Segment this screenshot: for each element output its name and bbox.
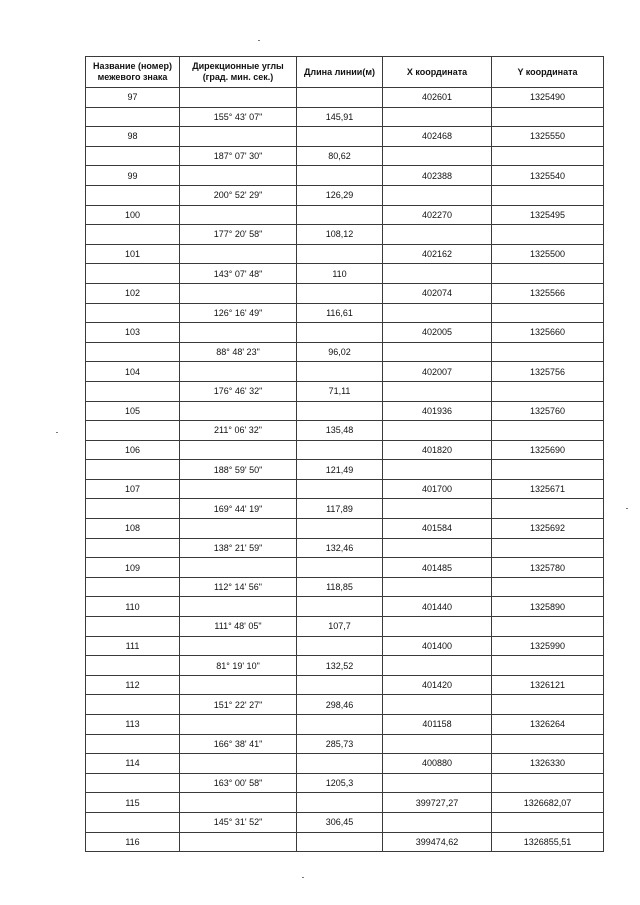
point-row xyxy=(86,715,604,735)
point-name-cell: 112 xyxy=(86,675,180,695)
point-row xyxy=(86,597,604,617)
header-line-length: Длина линии(м) xyxy=(297,57,383,88)
line-length-cell: 145,91 xyxy=(297,107,383,127)
x-coordinate-cell: 399474,62 xyxy=(383,832,492,852)
empty-cell xyxy=(86,812,180,832)
empty-cell xyxy=(492,773,604,793)
empty-cell xyxy=(297,127,383,147)
y-coordinate-cell: 1325690 xyxy=(492,440,604,460)
point-row xyxy=(86,440,604,460)
empty-cell xyxy=(383,460,492,480)
empty-cell xyxy=(297,793,383,813)
empty-cell xyxy=(180,362,297,382)
empty-cell xyxy=(297,283,383,303)
line-length-cell: 118,85 xyxy=(297,577,383,597)
direction-angle-cell: 187° 07' 30" xyxy=(180,146,297,166)
line-length-cell: 110 xyxy=(297,264,383,284)
direction-angle-cell: 166° 38' 41" xyxy=(180,734,297,754)
empty-cell xyxy=(180,832,297,852)
y-coordinate-cell: 1325566 xyxy=(492,283,604,303)
x-coordinate-cell: 401485 xyxy=(383,558,492,578)
segment-row xyxy=(86,225,604,245)
empty-cell xyxy=(86,538,180,558)
empty-cell xyxy=(180,715,297,735)
header-direction-angle: Дирекционные углы (град. мин. сек.) xyxy=(180,57,297,88)
x-coordinate-cell: 402074 xyxy=(383,283,492,303)
empty-cell xyxy=(86,342,180,362)
empty-cell xyxy=(492,695,604,715)
line-length-cell: 71,11 xyxy=(297,381,383,401)
empty-cell xyxy=(383,381,492,401)
point-name-cell: 105 xyxy=(86,401,180,421)
y-coordinate-cell: 1325990 xyxy=(492,636,604,656)
empty-cell xyxy=(492,146,604,166)
y-coordinate-cell: 1325760 xyxy=(492,401,604,421)
y-coordinate-cell: 1325550 xyxy=(492,127,604,147)
direction-angle-cell: 155° 43' 07" xyxy=(180,107,297,127)
point-row xyxy=(86,127,604,147)
segment-row xyxy=(86,577,604,597)
x-coordinate-cell: 400880 xyxy=(383,754,492,774)
empty-cell xyxy=(492,499,604,519)
segment-row xyxy=(86,538,604,558)
empty-cell xyxy=(180,323,297,343)
point-row xyxy=(86,519,604,539)
y-coordinate-cell: 1325692 xyxy=(492,519,604,539)
empty-cell xyxy=(492,421,604,441)
empty-cell xyxy=(297,479,383,499)
x-coordinate-cell: 399727,27 xyxy=(383,793,492,813)
empty-cell xyxy=(86,264,180,284)
point-row xyxy=(86,88,604,108)
y-coordinate-cell: 1325540 xyxy=(492,166,604,186)
direction-angle-cell: 200° 52' 29" xyxy=(180,185,297,205)
line-length-cell: 298,46 xyxy=(297,695,383,715)
point-row xyxy=(86,479,604,499)
point-row xyxy=(86,675,604,695)
empty-cell xyxy=(383,107,492,127)
direction-angle-cell: 143° 07' 48" xyxy=(180,264,297,284)
line-length-cell: 96,02 xyxy=(297,342,383,362)
point-name-cell: 108 xyxy=(86,519,180,539)
empty-cell xyxy=(86,225,180,245)
empty-cell xyxy=(492,185,604,205)
point-name-cell: 113 xyxy=(86,715,180,735)
empty-cell xyxy=(492,303,604,323)
empty-cell xyxy=(297,519,383,539)
empty-cell xyxy=(383,695,492,715)
empty-cell xyxy=(180,793,297,813)
empty-cell xyxy=(492,577,604,597)
x-coordinate-cell: 401936 xyxy=(383,401,492,421)
point-row xyxy=(86,205,604,225)
segment-row xyxy=(86,695,604,715)
empty-cell xyxy=(86,695,180,715)
empty-cell xyxy=(383,656,492,676)
empty-cell xyxy=(297,558,383,578)
empty-cell xyxy=(86,421,180,441)
line-length-cell: 108,12 xyxy=(297,225,383,245)
empty-cell xyxy=(492,460,604,480)
point-row xyxy=(86,832,604,852)
empty-cell xyxy=(86,734,180,754)
x-coordinate-cell: 401700 xyxy=(383,479,492,499)
empty-cell xyxy=(492,225,604,245)
direction-angle-cell: 176° 46' 32" xyxy=(180,381,297,401)
empty-cell xyxy=(180,636,297,656)
segment-row xyxy=(86,421,604,441)
y-coordinate-cell: 1326855,51 xyxy=(492,832,604,852)
point-row xyxy=(86,362,604,382)
y-coordinate-cell: 1325780 xyxy=(492,558,604,578)
empty-cell xyxy=(383,773,492,793)
x-coordinate-cell: 402007 xyxy=(383,362,492,382)
empty-cell xyxy=(492,656,604,676)
empty-cell xyxy=(383,146,492,166)
empty-cell xyxy=(180,401,297,421)
segment-row xyxy=(86,303,604,323)
empty-cell xyxy=(297,715,383,735)
direction-angle-cell: 81° 19' 10" xyxy=(180,656,297,676)
direction-angle-cell: 169° 44' 19" xyxy=(180,499,297,519)
empty-cell xyxy=(180,675,297,695)
x-coordinate-cell: 402162 xyxy=(383,244,492,264)
x-coordinate-cell: 402601 xyxy=(383,88,492,108)
segment-row xyxy=(86,107,604,127)
empty-cell xyxy=(383,342,492,362)
empty-cell xyxy=(297,323,383,343)
empty-cell xyxy=(297,832,383,852)
empty-cell xyxy=(492,734,604,754)
point-name-cell: 114 xyxy=(86,754,180,774)
segment-row xyxy=(86,617,604,637)
direction-angle-cell: 163° 00' 58" xyxy=(180,773,297,793)
empty-cell xyxy=(180,166,297,186)
x-coordinate-cell: 402388 xyxy=(383,166,492,186)
empty-cell xyxy=(86,499,180,519)
empty-cell xyxy=(492,381,604,401)
line-length-cell: 121,49 xyxy=(297,460,383,480)
y-coordinate-cell: 1326264 xyxy=(492,715,604,735)
point-name-cell: 109 xyxy=(86,558,180,578)
empty-cell xyxy=(86,381,180,401)
segment-row xyxy=(86,381,604,401)
point-row xyxy=(86,401,604,421)
y-coordinate-cell: 1325890 xyxy=(492,597,604,617)
point-row xyxy=(86,283,604,303)
point-name-cell: 102 xyxy=(86,283,180,303)
header-row xyxy=(86,57,604,88)
header-x-coordinate: X координата xyxy=(383,57,492,88)
empty-cell xyxy=(180,597,297,617)
empty-cell xyxy=(383,577,492,597)
empty-cell xyxy=(383,734,492,754)
direction-angle-cell: 111° 48' 05" xyxy=(180,617,297,637)
point-row xyxy=(86,166,604,186)
direction-angle-cell: 88° 48' 23" xyxy=(180,342,297,362)
line-length-cell: 126,29 xyxy=(297,185,383,205)
segment-row xyxy=(86,264,604,284)
empty-cell xyxy=(297,597,383,617)
scan-speck xyxy=(626,508,628,509)
segment-row xyxy=(86,656,604,676)
x-coordinate-cell: 401820 xyxy=(383,440,492,460)
line-length-cell: 117,89 xyxy=(297,499,383,519)
x-coordinate-cell: 401584 xyxy=(383,519,492,539)
empty-cell xyxy=(86,577,180,597)
point-name-cell: 104 xyxy=(86,362,180,382)
empty-cell xyxy=(180,127,297,147)
empty-cell xyxy=(383,812,492,832)
empty-cell xyxy=(383,538,492,558)
segment-row xyxy=(86,734,604,754)
empty-cell xyxy=(180,558,297,578)
scan-speck xyxy=(302,877,304,878)
line-length-cell: 285,73 xyxy=(297,734,383,754)
scan-speck xyxy=(258,40,260,41)
direction-angle-cell: 188° 59' 50" xyxy=(180,460,297,480)
empty-cell xyxy=(180,283,297,303)
empty-cell xyxy=(86,303,180,323)
point-row xyxy=(86,323,604,343)
empty-cell xyxy=(86,656,180,676)
segment-row xyxy=(86,499,604,519)
x-coordinate-cell: 401158 xyxy=(383,715,492,735)
segment-row xyxy=(86,342,604,362)
line-length-cell: 1205,3 xyxy=(297,773,383,793)
table-header xyxy=(86,57,604,88)
empty-cell xyxy=(180,519,297,539)
y-coordinate-cell: 1326682,07 xyxy=(492,793,604,813)
point-name-cell: 107 xyxy=(86,479,180,499)
direction-angle-cell: 112° 14' 56" xyxy=(180,577,297,597)
empty-cell xyxy=(492,107,604,127)
empty-cell xyxy=(383,421,492,441)
x-coordinate-cell: 402270 xyxy=(383,205,492,225)
point-name-cell: 116 xyxy=(86,832,180,852)
empty-cell xyxy=(180,244,297,264)
empty-cell xyxy=(297,636,383,656)
y-coordinate-cell: 1325495 xyxy=(492,205,604,225)
empty-cell xyxy=(86,146,180,166)
direction-angle-cell: 211° 06' 32" xyxy=(180,421,297,441)
direction-angle-cell: 138° 21' 59" xyxy=(180,538,297,558)
y-coordinate-cell: 1325756 xyxy=(492,362,604,382)
table-body xyxy=(86,88,604,852)
empty-cell xyxy=(297,440,383,460)
point-name-cell: 99 xyxy=(86,166,180,186)
point-name-cell: 111 xyxy=(86,636,180,656)
segment-row xyxy=(86,146,604,166)
empty-cell xyxy=(86,107,180,127)
x-coordinate-cell: 402005 xyxy=(383,323,492,343)
line-length-cell: 132,52 xyxy=(297,656,383,676)
y-coordinate-cell: 1325500 xyxy=(492,244,604,264)
empty-cell xyxy=(297,401,383,421)
empty-cell xyxy=(180,479,297,499)
empty-cell xyxy=(297,244,383,264)
empty-cell xyxy=(180,440,297,460)
empty-cell xyxy=(180,754,297,774)
header-point-name: Название (номер) межевого знака xyxy=(86,57,180,88)
point-name-cell: 103 xyxy=(86,323,180,343)
empty-cell xyxy=(383,225,492,245)
point-name-cell: 98 xyxy=(86,127,180,147)
empty-cell xyxy=(86,617,180,637)
y-coordinate-cell: 1326121 xyxy=(492,675,604,695)
direction-angle-cell: 126° 16' 49" xyxy=(180,303,297,323)
boundary-points-table xyxy=(85,56,604,852)
empty-cell xyxy=(180,205,297,225)
scan-speck xyxy=(56,432,58,433)
line-length-cell: 306,45 xyxy=(297,812,383,832)
empty-cell xyxy=(383,185,492,205)
empty-cell xyxy=(297,88,383,108)
point-name-cell: 101 xyxy=(86,244,180,264)
empty-cell xyxy=(297,754,383,774)
empty-cell xyxy=(383,617,492,637)
line-length-cell: 116,61 xyxy=(297,303,383,323)
line-length-cell: 132,46 xyxy=(297,538,383,558)
empty-cell xyxy=(86,460,180,480)
point-name-cell: 106 xyxy=(86,440,180,460)
empty-cell xyxy=(492,342,604,362)
empty-cell xyxy=(86,773,180,793)
empty-cell xyxy=(180,88,297,108)
empty-cell xyxy=(86,185,180,205)
line-length-cell: 107,7 xyxy=(297,617,383,637)
empty-cell xyxy=(297,166,383,186)
point-name-cell: 110 xyxy=(86,597,180,617)
direction-angle-cell: 151° 22' 27" xyxy=(180,695,297,715)
empty-cell xyxy=(383,264,492,284)
direction-angle-cell: 145° 31' 52" xyxy=(180,812,297,832)
point-row xyxy=(86,793,604,813)
y-coordinate-cell: 1325660 xyxy=(492,323,604,343)
empty-cell xyxy=(492,617,604,637)
empty-cell xyxy=(492,812,604,832)
point-row xyxy=(86,558,604,578)
segment-row xyxy=(86,773,604,793)
y-coordinate-cell: 1325490 xyxy=(492,88,604,108)
point-row xyxy=(86,754,604,774)
y-coordinate-cell: 1325671 xyxy=(492,479,604,499)
point-row xyxy=(86,244,604,264)
point-name-cell: 100 xyxy=(86,205,180,225)
direction-angle-cell: 177° 20' 58" xyxy=(180,225,297,245)
segment-row xyxy=(86,185,604,205)
empty-cell xyxy=(297,675,383,695)
header-y-coordinate: Y координата xyxy=(492,57,604,88)
empty-cell xyxy=(297,205,383,225)
empty-cell xyxy=(383,499,492,519)
x-coordinate-cell: 402468 xyxy=(383,127,492,147)
empty-cell xyxy=(492,264,604,284)
empty-cell xyxy=(492,538,604,558)
x-coordinate-cell: 401440 xyxy=(383,597,492,617)
point-row xyxy=(86,636,604,656)
empty-cell xyxy=(297,362,383,382)
line-length-cell: 135,48 xyxy=(297,421,383,441)
segment-row xyxy=(86,460,604,480)
empty-cell xyxy=(383,303,492,323)
y-coordinate-cell: 1326330 xyxy=(492,754,604,774)
point-name-cell: 97 xyxy=(86,88,180,108)
x-coordinate-cell: 401400 xyxy=(383,636,492,656)
segment-row xyxy=(86,812,604,832)
point-name-cell: 115 xyxy=(86,793,180,813)
x-coordinate-cell: 401420 xyxy=(383,675,492,695)
line-length-cell: 80,62 xyxy=(297,146,383,166)
